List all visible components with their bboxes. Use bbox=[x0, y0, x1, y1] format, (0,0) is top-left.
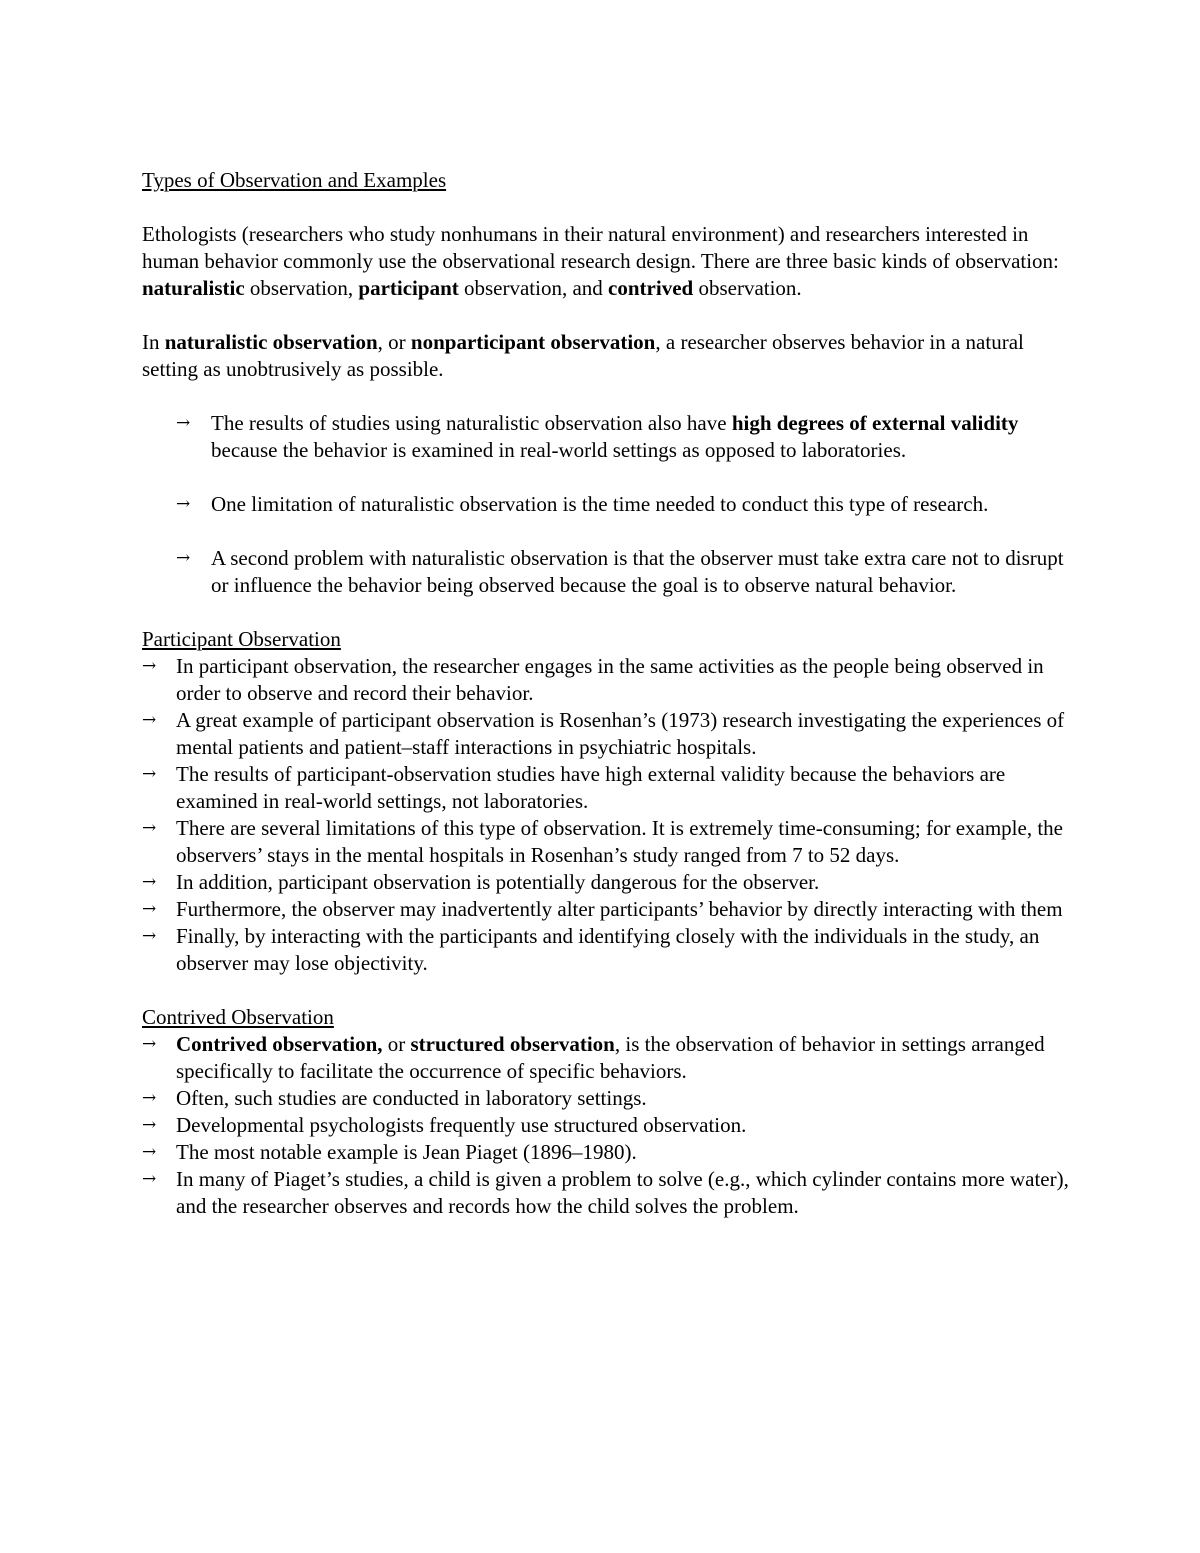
list-item bbox=[142, 923, 1072, 977]
list-item bbox=[142, 707, 1072, 761]
naturalistic-paragraph bbox=[142, 329, 1072, 383]
intro-text-1: Ethologists (researchers who study nonhumans in their natural environment) and researchers interested in human behavior commonly use the observational research design. There are three basic kinds of observation: bbox=[142, 222, 1059, 273]
bullet-text: Developmental psychologists frequently use structured observation. bbox=[176, 1113, 747, 1137]
participant-bullet-list bbox=[142, 653, 1072, 977]
intro-paragraph bbox=[142, 221, 1072, 302]
arrow-icon: → bbox=[142, 1088, 157, 1108]
arrow-icon: → bbox=[176, 413, 191, 433]
list-item bbox=[142, 410, 1072, 464]
intro-bold-naturalistic: naturalistic bbox=[142, 276, 245, 300]
bullet-text: In addition, participant observation is potentially dangerous for the observer. bbox=[176, 870, 820, 894]
arrow-icon: → bbox=[142, 872, 157, 892]
bullet-text: The results of participant-observation studies have high external validity because the behaviors are examined in real-world settings, not laboratories. bbox=[176, 762, 1006, 813]
arrow-icon: → bbox=[142, 1169, 157, 1189]
list-item bbox=[142, 491, 1072, 518]
spacer bbox=[142, 977, 1072, 1004]
spacer bbox=[142, 464, 1072, 491]
intro-bold-participant: participant bbox=[358, 276, 459, 300]
contrived-bullet-list bbox=[142, 1031, 1072, 1220]
bullet-text: The results of studies using naturalistic observation also have bbox=[211, 411, 732, 435]
bullet-text: One limitation of naturalistic observation is the time needed to conduct this type of research. bbox=[211, 492, 989, 516]
bullet-text: A great example of participant observation is Rosenhan’s (1973) research investigating the experiences of mental patients and patient–staff interactions in psychiatric hospitals. bbox=[176, 708, 1065, 759]
bullet-text: Finally, by interacting with the participants and identifying closely with the individuals in the study, an observer may lose objectivity. bbox=[176, 924, 1040, 975]
list-item bbox=[142, 545, 1072, 599]
list-item bbox=[142, 869, 1072, 896]
bullet-text: , is the observation of behavior in settings arranged specifically to facilitate the occurrence of specific behaviors. bbox=[176, 1032, 1045, 1083]
spacer bbox=[142, 302, 1072, 329]
bullet-text: Furthermore, the observer may inadvertently alter participants’ behavior by directly interacting with them bbox=[176, 897, 1063, 921]
bullet-text: Often, such studies are conducted in laboratory settings. bbox=[176, 1086, 647, 1110]
bullet-bold: high degrees of external validity bbox=[731, 411, 1019, 435]
arrow-icon: → bbox=[142, 1142, 157, 1162]
arrow-icon: → bbox=[142, 764, 157, 784]
contrived-heading: Contrived Observation bbox=[142, 1005, 334, 1029]
arrow-icon: → bbox=[176, 548, 191, 568]
list-item bbox=[142, 896, 1072, 923]
document-page bbox=[142, 167, 1072, 1220]
naturalistic-text-1: In bbox=[142, 330, 165, 354]
bullet-text: There are several limitations of this type of observation. It is extremely time-consuming; for example, the observers’ stays in the mental hospitals in Rosenhan’s study ranged from 7 to 52 days. bbox=[176, 816, 1063, 867]
naturalistic-bullet-list bbox=[142, 410, 1072, 599]
intro-text-4: observation. bbox=[693, 276, 802, 300]
bullet-text: or bbox=[382, 1032, 411, 1056]
spacer bbox=[142, 518, 1072, 545]
arrow-icon: → bbox=[142, 926, 157, 946]
bullet-text: because the behavior is examined in real-world settings as opposed to laboratories. bbox=[211, 438, 907, 462]
arrow-icon: → bbox=[142, 818, 157, 838]
naturalistic-bold-2: nonparticipant observation bbox=[410, 330, 656, 354]
naturalistic-text-2: , or bbox=[377, 330, 411, 354]
naturalistic-bold-1: naturalistic observation bbox=[164, 330, 378, 354]
intro-text-3: observation, and bbox=[458, 276, 609, 300]
list-item bbox=[142, 1166, 1072, 1220]
document-title: Types of Observation and Examples bbox=[142, 168, 447, 192]
spacer bbox=[142, 599, 1072, 626]
list-item bbox=[142, 1031, 1072, 1085]
bullet-text: The most notable example is Jean Piaget (1896–1980). bbox=[176, 1140, 637, 1164]
bullet-bold: Contrived observation, bbox=[176, 1032, 383, 1056]
list-item bbox=[142, 1112, 1072, 1139]
list-item bbox=[142, 815, 1072, 869]
spacer bbox=[142, 383, 1072, 410]
bullet-text: In participant observation, the researcher engages in the same activities as the people being observed in order to observe and record their behavior. bbox=[176, 654, 1044, 705]
arrow-icon: → bbox=[142, 1115, 157, 1135]
list-item bbox=[142, 1085, 1072, 1112]
arrow-icon: → bbox=[142, 1034, 157, 1054]
arrow-icon: → bbox=[142, 710, 157, 730]
spacer bbox=[142, 194, 1072, 221]
arrow-icon: → bbox=[176, 494, 191, 514]
bullet-text: In many of Piaget’s studies, a child is given a problem to solve (e.g., which cylinder contains more water), and the researcher observes and records how the child solves the problem. bbox=[176, 1167, 1069, 1218]
intro-bold-contrived: contrived bbox=[608, 276, 694, 300]
list-item bbox=[142, 761, 1072, 815]
bullet-text: A second problem with naturalistic observation is that the observer must take extra care not to disrupt or influence the behavior being observed because the goal is to observe natural behavior. bbox=[211, 546, 1064, 597]
list-item bbox=[142, 1139, 1072, 1166]
bullet-bold: structured observation bbox=[410, 1032, 615, 1056]
intro-text-2: observation, bbox=[244, 276, 359, 300]
participant-heading: Participant Observation bbox=[142, 627, 341, 651]
arrow-icon: → bbox=[142, 899, 157, 919]
list-item bbox=[142, 653, 1072, 707]
naturalistic-text-3: , a researcher observes behavior in a natural setting as unobtrusively as possible. bbox=[142, 330, 1024, 381]
arrow-icon: → bbox=[142, 656, 157, 676]
